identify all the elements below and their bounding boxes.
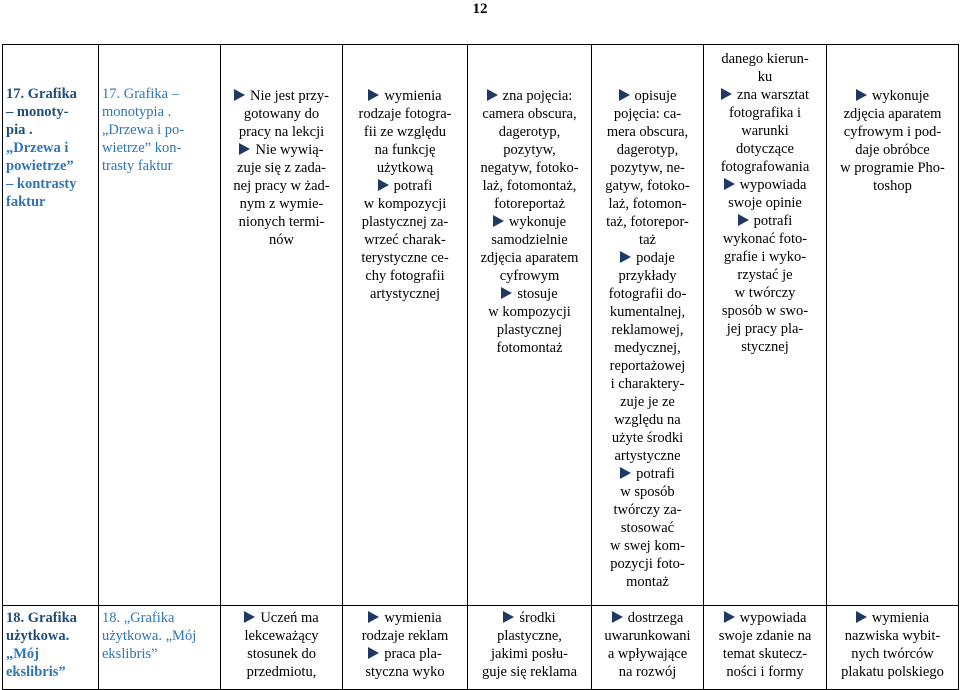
cell-line: fotografii do- [608,286,687,302]
cell-line: faktur [6,194,46,210]
cell-line: pozytyw, ne- [610,160,685,176]
cell-line: mera obscura, [606,124,689,140]
cell-text: wypowiada [739,610,807,626]
cell-line: monotypia . [102,104,172,120]
page-number: 12 [472,1,488,17]
cell-line: stosunek do [247,646,316,662]
cell-text: wymienia [384,610,442,626]
cell-line [471,285,588,303]
cell-line: ności i formy [726,664,804,680]
cell-line [346,609,464,627]
cell-line: „Drzewa i po- [102,122,185,138]
cell-line [707,176,823,194]
cell-line: taż [639,232,656,248]
cell-text: środki [519,610,556,626]
cell-line: nazwiska wybit- [844,628,941,644]
cell-line: danego kierun- [721,51,809,67]
cell-line: – kontrasty [6,176,77,192]
cell-line: nionych termi- [238,214,325,230]
cell-line: przedmiotu, [246,664,317,680]
cell-text: Nie wywią- [255,142,324,158]
cell-line: reportażowej [609,358,686,374]
cell-line: uwarunkowani [604,628,691,644]
cell-line [224,141,339,159]
bullet-triangle-icon [368,611,379,623]
cell-line: 18. „Grafika [102,610,175,626]
cell-line: powietrze” [6,158,74,174]
cell-line: laż, fotomontaż, [482,178,577,194]
cell-line: plakatu polskiego [841,664,944,680]
bullet-triangle-icon [620,467,631,479]
cell-line: pozycji foto- [610,556,685,572]
cell-line: i charaktery- [610,376,685,392]
cell-text: Uczeń ma [260,610,319,626]
bullet-triangle-icon [738,214,749,226]
grade-good-cell [468,45,592,606]
cell-line: ekslibris” [102,646,158,662]
cell-line: cyfrowym i pod- [843,124,942,140]
cell-line [830,609,955,627]
curriculum-table [2,44,959,690]
cell-text: potrafi [753,213,793,229]
cell-line [830,87,955,105]
cell-line: temat skutecz- [722,646,808,662]
cell-line: taż, fotorepor- [606,214,689,230]
grade-outstanding-cell [827,606,959,690]
grade-sufficient-cell [343,45,468,606]
cell-line: w sposób [620,484,675,500]
cell-text: potrafi [393,178,433,194]
cell-text: zna pojęcia: [502,88,573,104]
cell-line: laż, fotomon- [608,196,687,212]
grade-very-good-cell [592,45,704,606]
cell-line [471,609,588,627]
cell-line: lekceważący [244,628,319,644]
cell-line [471,87,588,105]
cell-line: gotowany do [243,106,320,122]
cell-line: twórczy za- [613,502,682,518]
bullet-triangle-icon [378,179,389,191]
cell-line: rodzaje fotogra- [358,106,452,122]
grade-sufficient-cell [343,606,468,690]
grade-insufficient-cell [221,606,343,690]
cell-line: zdjęcia aparatem [480,250,579,266]
bullet-triangle-icon [368,647,379,659]
cell-line: rzystać je [737,267,793,283]
cell-line: fii ze względu [363,124,447,140]
cell-line: ku [757,69,773,85]
lesson-topic-cell [3,606,99,690]
cell-line: terystyczne ce- [361,250,449,266]
bullet-triangle-icon [503,611,514,623]
cell-line: nych twórców [851,646,934,662]
cell-text: wykonuje [871,88,930,104]
grade-outstanding-cell [827,45,959,606]
cell-line: artystyczne [614,448,681,464]
cell-line: wrzeć charak- [364,232,446,248]
table-row [3,45,959,606]
cell-line [595,249,700,267]
cell-line: fotografowania [720,159,810,175]
cell-line: użyte środki [611,430,684,446]
cell-text: praca pla- [384,646,442,662]
cell-line: użytkowa. „Mój [102,628,197,644]
cell-line: ekslibris” [6,664,66,680]
cell-line: na funkcję [374,142,436,158]
cell-line: swoje zdanie na [718,628,812,644]
cell-line: stycznej [741,339,789,355]
cell-line: w kompozycji [488,304,571,320]
cell-line [224,87,339,105]
cell-line: pojęcia: ca- [613,106,682,122]
bullet-triangle-icon [856,89,867,101]
cell-line: gatyw, fotoko- [605,178,690,194]
cell-line [346,645,464,663]
cell-line: samodzielnie [491,232,568,248]
cell-line: nów [269,232,294,248]
cell-line: 17. Grafika – [102,86,179,102]
cell-line: daje obróbce [855,142,930,158]
cell-text: wymienia [384,88,442,104]
cell-line: guje się reklama [481,664,577,680]
cell-text: wymienia [871,610,930,626]
cell-line: cyfrowym [499,268,560,284]
cell-line: trasty faktur [102,158,173,174]
cell-line: dagerotyp, [616,142,679,158]
bullet-triangle-icon [244,611,255,623]
lesson-title-cell [99,606,221,690]
cell-line: – monoty- [6,104,69,120]
cell-line: swoje opinie [728,195,802,211]
cell-line: pia . [6,122,33,138]
bullet-triangle-icon [493,215,504,227]
cell-line: fotomontaż [496,340,563,356]
bullet-triangle-icon [234,89,245,101]
grade-insufficient-cell [221,45,343,606]
cell-line [595,465,700,483]
cell-line: wykonać foto- [722,231,808,247]
bullet-triangle-icon [612,611,623,623]
cell-line: chy fotografii [365,268,445,284]
cell-text: wykonuje [508,214,567,230]
cell-text: stosuje [517,286,558,302]
bullet-triangle-icon [721,88,732,100]
cell-line: użytkową [376,160,434,176]
cell-text: opisuje [634,88,677,104]
cell-line: dagerotyp, [498,124,561,140]
cell-line [595,87,700,105]
cell-line: sposób w swo- [721,303,809,319]
cell-line: względu na [614,412,681,428]
cell-line: 18. Grafika [6,610,77,626]
cell-line: plastycznej [496,322,563,338]
cell-line: fotoreportaż [494,196,565,212]
cell-line: kumentalnej, [609,304,686,320]
cell-line: pozytyw, [503,142,556,158]
cell-text: wypowiada [739,177,807,193]
cell-line: zuje się z zada- [237,160,326,176]
cell-line: jej pracy pla- [726,321,804,337]
cell-line [346,87,464,105]
cell-line: dotyczące [736,141,794,157]
grade-excellent-cell [704,606,827,690]
cell-line: stosować [620,520,675,536]
lesson-title-cell [99,45,221,606]
cell-line: nej pracy w żad- [233,178,330,194]
cell-line: w kompozycji [363,196,447,212]
bullet-triangle-icon [856,611,867,623]
grade-good-cell [468,606,592,690]
cell-line: przykłady [618,268,677,284]
cell-line [707,609,823,627]
cell-line [346,177,464,195]
cell-line: artystycznej [369,286,441,302]
bullet-triangle-icon [501,287,512,299]
cell-line: medycznej, [614,340,681,356]
cell-text: Nie jest przy- [250,88,329,104]
bullet-triangle-icon [368,89,379,101]
cell-line: rodzaje reklam [361,628,449,644]
cell-line: w programie Pho- [840,160,945,176]
cell-line: wietrze” kon- [102,140,182,156]
cell-line [595,609,700,627]
cell-line: nym z wymie- [239,196,324,212]
bullet-triangle-icon [487,89,498,101]
cell-line [707,212,823,230]
cell-line: fotografika i [728,105,802,121]
cell-line: zuje je ze [620,394,675,410]
cell-line: grafie i wyko- [723,249,807,265]
cell-line: plastyczne, [497,628,562,644]
cell-line [471,213,588,231]
bullet-triangle-icon [239,143,250,155]
cell-line: „Mój [6,646,40,662]
cell-line: toshop [873,178,912,194]
cell-line: negatyw, fotoko- [480,160,579,176]
cell-text: dostrzega [627,610,684,626]
bullet-triangle-icon [724,611,735,623]
cell-text: zna warsztat [736,87,810,103]
bullet-triangle-icon [724,178,735,190]
cell-line: na rozwój [618,664,677,680]
grade-very-good-cell [592,606,704,690]
cell-line: jakimi posłu- [491,646,568,662]
cell-text: potrafi [636,466,675,482]
cell-line: a wpływające [607,646,688,662]
cell-line: użytkowa. [6,628,70,644]
cell-line: pracy na lekcji [238,124,325,140]
cell-line: w swej kom- [610,538,685,554]
cell-line: 17. Grafika [6,86,77,102]
cell-line: warunki [741,123,789,139]
cell-line: montaż [626,574,669,590]
cell-line: camera obscura, [482,106,577,122]
bullet-triangle-icon [620,251,631,263]
cell-line: plastycznej za- [361,214,449,230]
cell-line [707,86,823,104]
cell-line: „Drzewa i [6,140,69,156]
bullet-triangle-icon [619,89,630,101]
cell-line: w twórczy [734,285,796,301]
cell-line: zdjęcia aparatem [843,106,942,122]
cell-line: styczna wyko [365,664,445,680]
cell-line [224,609,339,627]
table-row [3,606,959,690]
cell-text: podaje [636,250,675,266]
cell-line: reklamowej, [611,322,684,338]
lesson-topic-cell [3,45,99,606]
grade-excellent-cell [704,45,827,606]
